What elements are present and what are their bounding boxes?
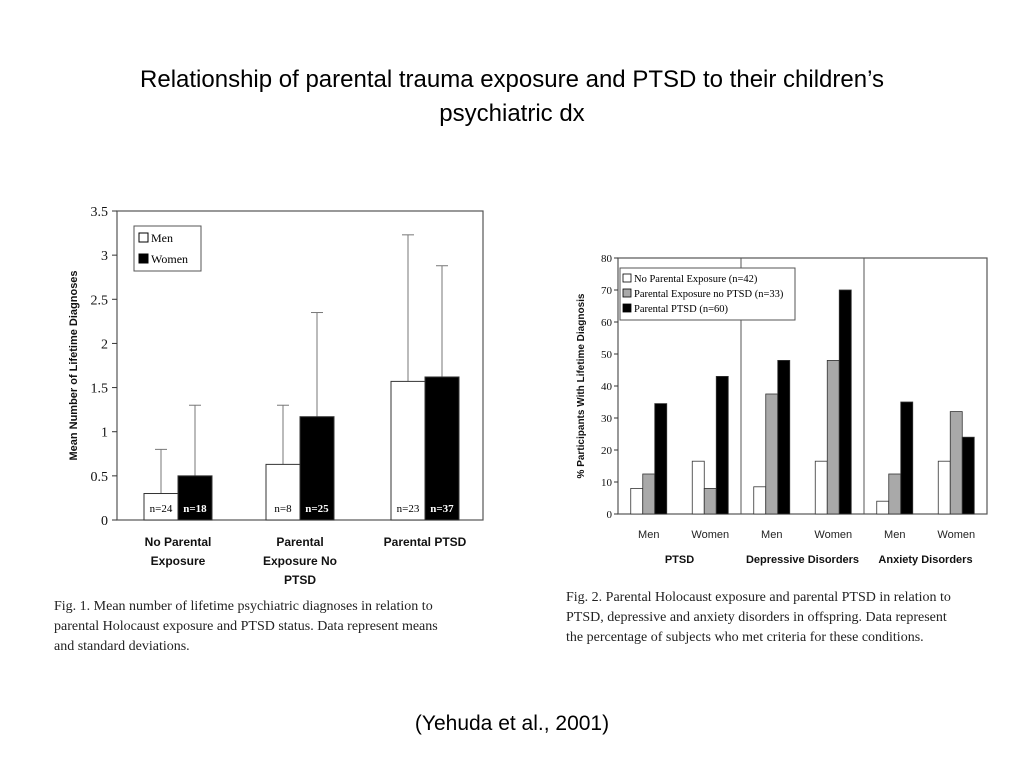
fig2-subgroup-label: Women xyxy=(691,529,730,541)
fig1-category-label: Parental xyxy=(276,535,324,549)
slide-title-line-2: psychiatric dx xyxy=(439,100,585,127)
slide-title xyxy=(40,63,984,131)
fig2-bar xyxy=(778,360,790,514)
fig2-bar xyxy=(754,487,766,514)
fig1-y-tick-label: 3.5 xyxy=(90,205,108,220)
fig2-bar xyxy=(655,404,667,514)
fig2-y-tick-label: 50 xyxy=(601,349,612,361)
fig1-y-axis-label: Mean Number of Lifetime Diagnoses xyxy=(68,270,80,461)
fig1-y-tick-label: 0 xyxy=(101,514,108,529)
figure-1-chart xyxy=(0,180,520,600)
fig1-n-label: n=24 xyxy=(149,503,173,515)
fig2-group-label: Depressive Disorders xyxy=(745,554,860,566)
fig1-bar xyxy=(391,381,425,520)
fig1-legend-swatch xyxy=(139,254,148,263)
fig2-bar xyxy=(938,461,950,514)
figure-1-caption-line-1: Fig. 1. Mean number of lifetime psychiatric diagnoses in relation to xyxy=(54,599,433,614)
fig1-legend-label: Men xyxy=(151,231,173,245)
fig2-subgroup-label: Men xyxy=(638,529,660,541)
fig2-bar xyxy=(827,360,839,514)
fig1-n-label: n=25 xyxy=(305,503,329,515)
fig1-category-label: Parental PTSD xyxy=(383,535,467,549)
figure-2-caption-line-1: Fig. 2. Parental Holocaust exposure and parental PTSD in relation to xyxy=(566,590,951,605)
slide-title-line-1: Relationship of parental trauma exposure and PTSD to their children’s xyxy=(140,66,884,93)
figure-2-caption-line-2: PTSD, depressive and anxiety disorders in offspring. Data represent xyxy=(566,610,947,625)
fig1-category-label: Exposure No xyxy=(262,554,338,568)
fig2-bar xyxy=(950,412,962,514)
fig2-legend-swatch xyxy=(623,304,631,312)
fig1-n-label: n=18 xyxy=(183,503,207,515)
fig2-y-tick-label: 40 xyxy=(601,381,612,393)
fig2-group-label: Anxiety Disorders xyxy=(878,554,973,566)
fig1-n-label: n=37 xyxy=(430,503,454,515)
figure-2-chart xyxy=(560,240,1000,580)
fig1-bar xyxy=(425,377,459,520)
fig2-bar xyxy=(901,402,913,514)
fig1-y-tick-label: 1 xyxy=(101,425,108,441)
fig2-bar xyxy=(716,376,728,514)
fig2-legend-label: Parental PTSD (n=60) xyxy=(634,304,728,315)
fig2-bar xyxy=(631,488,643,514)
fig1-y-tick-label: 3 xyxy=(101,249,108,265)
fig2-y-axis-label: % Participants With Lifetime Diagnosis xyxy=(576,293,587,479)
fig2-subgroup-label: Women xyxy=(937,529,976,541)
figure-1-caption-line-2: parental Holocaust exposure and PTSD status. Data represent means xyxy=(54,619,438,634)
fig2-group-label: PTSD xyxy=(664,554,695,566)
figure-1-caption xyxy=(54,597,438,657)
fig2-subgroup-label: Men xyxy=(761,529,783,541)
fig2-legend-swatch xyxy=(623,274,631,282)
figure-2-caption-line-3: the percentage of subjects who met criteria for these conditions. xyxy=(566,630,924,645)
citation: (Yehuda et al., 2001) xyxy=(414,712,610,735)
fig1-n-label: n=23 xyxy=(396,503,420,515)
fig1-y-tick-label: 1.5 xyxy=(90,381,108,397)
fig2-bar xyxy=(643,474,655,514)
fig1-n-label: n=8 xyxy=(274,503,292,515)
fig2-subgroup-label: Men xyxy=(884,529,906,541)
fig1-legend-label: Women xyxy=(151,252,189,266)
fig1-y-tick-label: 2.5 xyxy=(90,293,108,309)
fig2-y-tick-label: 30 xyxy=(601,413,612,425)
fig2-y-tick-label: 10 xyxy=(601,477,612,489)
fig2-legend-label: Parental Exposure no PTSD (n=33) xyxy=(634,289,784,300)
fig1-category-label: No Parental xyxy=(144,535,212,549)
fig2-bar xyxy=(889,474,901,514)
fig1-y-tick-label: 0.5 xyxy=(90,469,108,485)
fig2-y-tick-label: 70 xyxy=(601,285,612,297)
fig2-bar xyxy=(766,394,778,514)
fig2-bar xyxy=(815,461,827,514)
fig2-bar xyxy=(962,437,974,514)
fig2-legend-label: No Parental Exposure (n=42) xyxy=(634,274,758,285)
fig1-category-label: Exposure xyxy=(150,554,206,568)
fig1-y-tick-label: 2 xyxy=(101,337,108,353)
fig2-bar xyxy=(877,501,889,514)
fig2-y-tick-label: 0 xyxy=(606,509,612,521)
figure-1-caption-line-3: and standard deviations. xyxy=(54,639,190,654)
fig2-bar xyxy=(839,290,851,514)
fig2-y-tick-label: 80 xyxy=(601,253,612,265)
figure-2-caption xyxy=(566,588,951,648)
fig2-subgroup-label: Women xyxy=(814,529,853,541)
fig1-category-label: PTSD xyxy=(283,573,317,587)
fig2-y-tick-label: 20 xyxy=(601,445,612,457)
fig2-legend-swatch xyxy=(623,289,631,297)
fig1-legend-swatch xyxy=(139,233,148,242)
fig2-y-tick-label: 60 xyxy=(601,317,612,329)
fig2-bar xyxy=(692,461,704,514)
fig2-bar xyxy=(704,488,716,514)
